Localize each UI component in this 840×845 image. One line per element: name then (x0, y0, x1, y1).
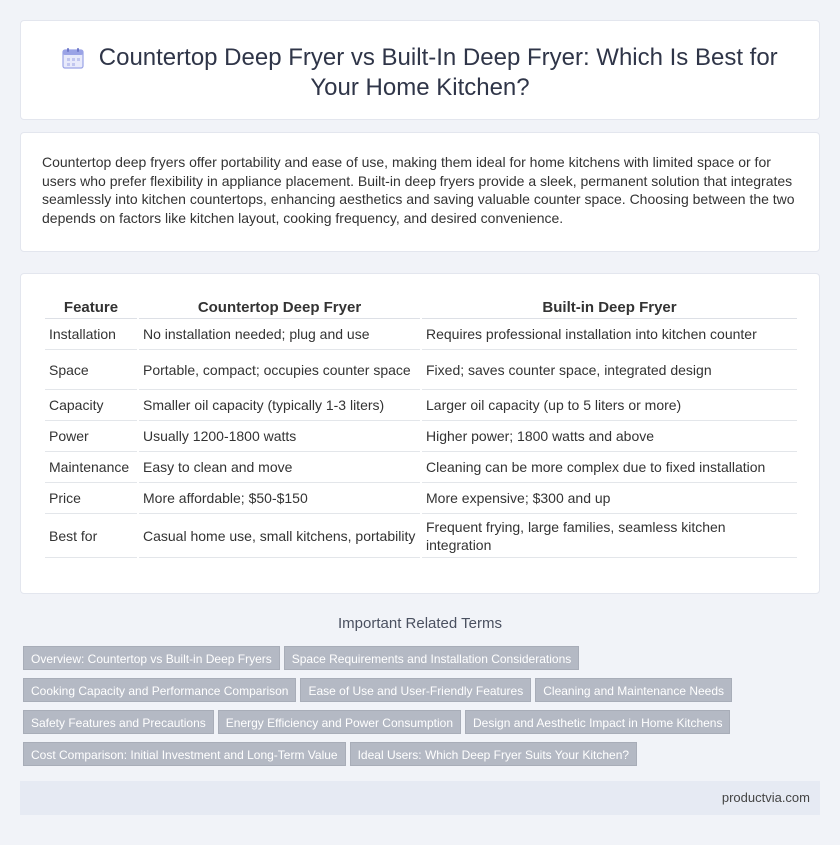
countertop-cell: More affordable; $50-$150 (139, 485, 420, 514)
related-tag[interactable]: Overview: Countertop vs Built-in Deep Fryers (23, 646, 280, 670)
feature-cell: Space (45, 352, 137, 390)
built-in-cell: Frequent frying, large families, seamless kitchen integration (422, 516, 797, 558)
tag-row (23, 742, 823, 774)
related-tag[interactable]: Cooking Capacity and Performance Comparison (23, 678, 296, 702)
feature-cell: Best for (45, 516, 137, 558)
countertop-cell: Casual home use, small kitchens, portability (139, 516, 420, 558)
feature-cell: Price (45, 485, 137, 514)
footer-bar (20, 781, 820, 815)
related-tag[interactable]: Safety Features and Precautions (23, 710, 214, 734)
built-in-cell: Higher power; 1800 watts and above (422, 423, 797, 452)
related-tag[interactable]: Ease of Use and User-Friendly Features (300, 678, 531, 702)
feature-cell: Maintenance (45, 454, 137, 483)
table-row (45, 516, 797, 558)
header-feature: Feature (45, 297, 137, 319)
tag-row (23, 646, 823, 678)
related-tag[interactable]: Cost Comparison: Initial Investment and Long-Term Value (23, 742, 346, 766)
built-in-cell: Cleaning can be more complex due to fixed installation (422, 454, 797, 483)
related-tag[interactable]: Cleaning and Maintenance Needs (535, 678, 732, 702)
built-in-cell: More expensive; $300 and up (422, 485, 797, 514)
intro-card (20, 132, 820, 252)
comparison-table-card (20, 273, 820, 594)
tag-row (23, 710, 823, 742)
feature-cell: Installation (45, 321, 137, 350)
table-header-row (45, 297, 797, 319)
feature-cell: Power (45, 423, 137, 452)
header-built-in: Built-in Deep Fryer (422, 297, 797, 319)
built-in-cell: Fixed; saves counter space, integrated design (422, 352, 797, 390)
table-row (45, 321, 797, 350)
feature-cell: Capacity (45, 392, 137, 421)
built-in-cell: Requires professional installation into kitchen counter (422, 321, 797, 350)
table-row (45, 454, 797, 483)
title-wrap (61, 43, 779, 103)
header-card (20, 20, 820, 120)
countertop-cell: Usually 1200-1800 watts (139, 423, 420, 452)
countertop-cell: Portable, compact; occupies counter space (139, 352, 420, 390)
tag-row (23, 678, 823, 710)
countertop-cell: Smaller oil capacity (typically 1-3 liters) (139, 392, 420, 421)
built-in-cell: Larger oil capacity (up to 5 liters or more) (422, 392, 797, 421)
footer-site-link[interactable]: productvia.com (721, 790, 810, 805)
header-countertop: Countertop Deep Fryer (139, 297, 420, 319)
countertop-cell: No installation needed; plug and use (139, 321, 420, 350)
related-terms-heading: Important Related Terms (338, 615, 502, 632)
related-tags (23, 646, 823, 774)
intro-paragraph: Countertop deep fryers offer portability and ease of use, making them ideal for home kitchens with limited space or for users who prefer flexibility in appliance placement. Built-in deep fryers provide a sleek, permanent solution that integrates seamlessly into kitchen countertops, enhancing aesthetics and saving valuable counter space. Choosing between the two depends on factors like kitchen layout, cooking frequency, and desired convenience. (42, 154, 795, 226)
related-tag[interactable]: Design and Aesthetic Impact in Home Kitchens (465, 710, 730, 734)
table-row (45, 392, 797, 421)
calendar-icon (62, 47, 84, 69)
table-row (45, 485, 797, 514)
table-row (45, 352, 797, 390)
countertop-cell: Easy to clean and move (139, 454, 420, 483)
comparison-table (43, 295, 799, 560)
table-row (45, 423, 797, 452)
related-tag[interactable]: Ideal Users: Which Deep Fryer Suits Your Kitchen? (350, 742, 637, 766)
related-tag[interactable]: Space Requirements and Installation Considerations (284, 646, 580, 670)
related-tag[interactable]: Energy Efficiency and Power Consumption (218, 710, 461, 734)
page-title: Countertop Deep Fryer vs Built-In Deep Fryer: Which Is Best for Your Home Kitchen? (98, 44, 778, 101)
